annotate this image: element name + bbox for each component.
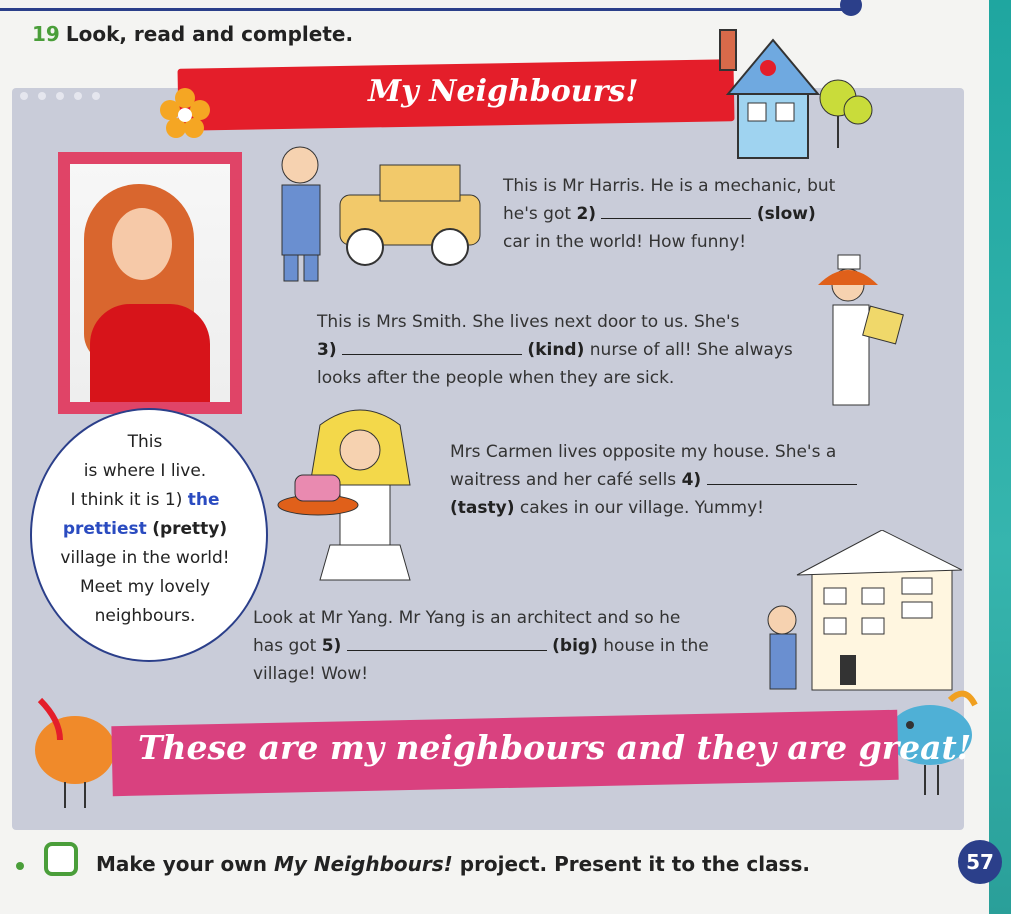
answer-blank-5[interactable]: [347, 636, 547, 651]
bottom-banner-text: These are my neighbours and they are great!: [138, 728, 972, 767]
text-line: looks after the people when they are sick.: [317, 368, 675, 388]
exercise-instruction: Look, read and complete.: [65, 22, 354, 46]
hint-5: (big): [552, 636, 598, 656]
text-line: he's got: [503, 204, 572, 224]
speech-line: This: [127, 432, 163, 452]
speech-line: Meet my lovely: [79, 577, 211, 597]
text-line: nurse of all! She always: [589, 340, 793, 360]
item-number: 5): [321, 636, 342, 656]
mechanic-illustration: [240, 135, 500, 285]
bullet-dot: [16, 862, 24, 870]
speech-line: village in the world!: [60, 548, 230, 568]
project-checkbox[interactable]: [44, 842, 78, 876]
answer-blank-4[interactable]: [707, 470, 857, 485]
panel-dots: [20, 92, 100, 100]
exercise-heading: [32, 22, 353, 46]
architect-house-illustration: [752, 530, 962, 700]
page-title: My Neighbours!: [368, 74, 639, 109]
speech-line: is where I live.: [83, 461, 207, 481]
text-line: car in the world! How funny!: [503, 232, 747, 252]
hint-3: (kind): [527, 340, 585, 360]
answer-1: the: [187, 490, 220, 510]
speech-line: I think it is 1): [70, 490, 183, 510]
paragraph-carmen: [450, 438, 857, 522]
flower-icon: [160, 88, 210, 138]
paragraph-smith: [317, 308, 793, 392]
project-title: My Neighbours!: [273, 852, 453, 876]
girl-photo: [70, 164, 230, 402]
page-edge: [989, 0, 1011, 914]
item-number: 2): [576, 204, 597, 224]
answer-blank-3[interactable]: [342, 340, 522, 355]
text-line: waitress and her café sells: [450, 470, 677, 490]
text-line: village! Wow!: [253, 664, 369, 684]
exercise-number: 19: [32, 22, 60, 46]
text-line: This is Mr Harris. He is a mechanic, but: [503, 176, 836, 196]
top-rule: [0, 0, 860, 11]
answer-1-word: prettiest: [62, 519, 147, 539]
text-line: Look at Mr Yang. Mr Yang is an architect and so he: [253, 608, 681, 628]
speech-text: [42, 428, 248, 631]
text-line: house in the: [603, 636, 709, 656]
house-illustration: [708, 28, 878, 168]
text-line: Mrs Carmen lives opposite my house. She's a: [450, 442, 837, 462]
text-line: This is Mrs Smith. She lives next door to us. She's: [317, 312, 740, 332]
project-text: Make your own: [96, 852, 267, 876]
hint-4: (tasty): [450, 498, 515, 518]
answer-blank-2[interactable]: [601, 204, 751, 219]
page-number: 57: [958, 840, 1002, 884]
item-number: 4): [681, 470, 702, 490]
project-text: project. Present it to the class.: [459, 852, 810, 876]
project-instruction: [96, 852, 810, 876]
paragraph-yang: [253, 604, 709, 688]
speech-line: neighbours.: [94, 606, 196, 626]
paragraph-harris: [503, 172, 835, 256]
text-line: cakes in our village. Yummy!: [519, 498, 764, 518]
waitress-illustration: [270, 405, 440, 585]
top-dot: [840, 0, 862, 16]
item-number: 3): [317, 340, 337, 360]
hint-2: (slow): [756, 204, 816, 224]
nurse-illustration: [808, 245, 908, 415]
hint-1: (pretty): [152, 519, 228, 539]
text-line: has got: [253, 636, 317, 656]
